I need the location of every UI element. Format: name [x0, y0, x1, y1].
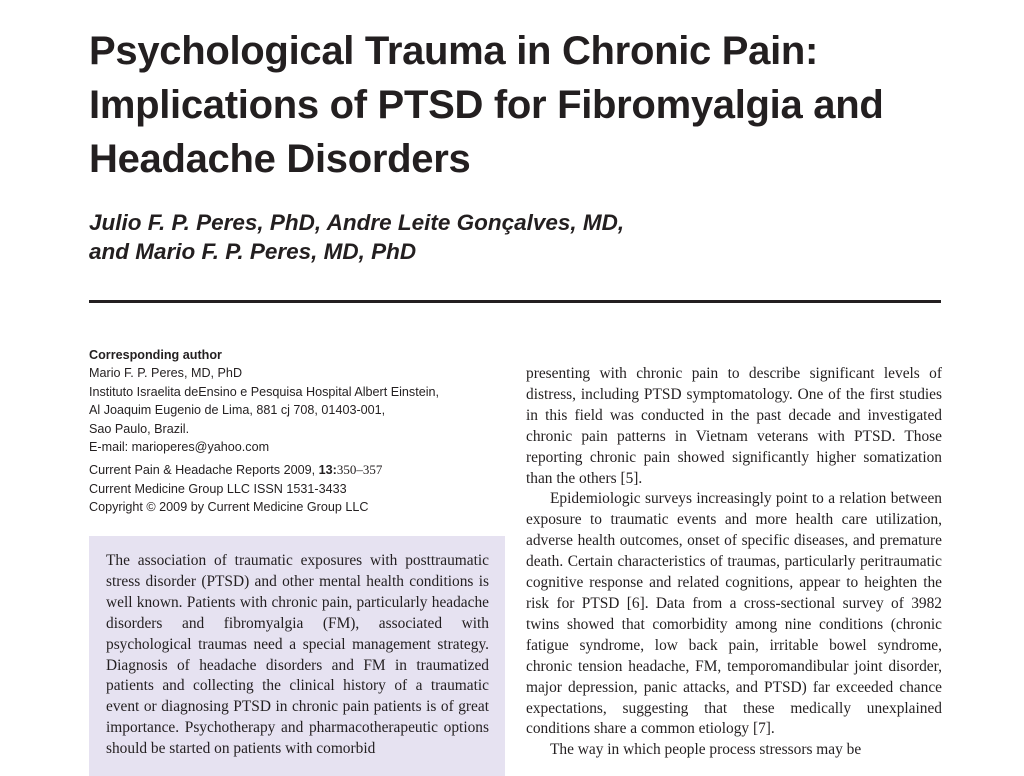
journal-volume: 13: [318, 463, 337, 478]
correspondence-address: Al Joaquim Eugenio de Lima, 881 cj 708, 01403-001, [89, 403, 386, 418]
abstract-box [89, 536, 505, 776]
author-line: and Mario F. P. Peres, MD, PhD [89, 239, 417, 264]
body-paragraph: The way in which people process stressors may be [550, 741, 862, 759]
journal-pages: 350–357 [336, 462, 383, 478]
body-paragraph: presenting with chronic pain to describe significant levels of distress, including PTSD symptomatology. One of the first studies in this field was conducted in the past decade and investigated chronic pain patterns in Vietnam veterans with PTSD. Those reporting chronic pain showed significantly higher somatization than the others [5]. [526, 365, 942, 487]
abstract-text: The association of traumatic exposures with posttraumatic stress disorder (PTSD) and other mental health conditions is well known. Patients with chronic pain, particularly headache disorders and fibromyalgia (FM), associated with psychological traumas need a special management strategy. Diagnosis of headache disorders and FM in traumatized patients and collecting the clinical history of a traumatic event or diagnosing PTSD in chronic pain patients is of great importance. Psychotherapy and pharmacotherapeutic options should be started on patients with comorbid [106, 552, 489, 758]
citation-line [89, 461, 509, 479]
correspondence-email: E-mail: marioperes@yahoo.com [89, 440, 270, 455]
correspondence-name: Mario F. P. Peres, MD, PhD [89, 366, 243, 381]
correspondence-institution: Instituto Israelita deEnsino e Pesquisa Hospital Albert Einstein, [89, 384, 440, 399]
publisher-issn: Current Medicine Group LLC ISSN 1531-3433 [89, 481, 347, 496]
correspondence-city: Sao Paulo, Brazil. [89, 421, 190, 436]
correspondence-heading: Corresponding author [89, 348, 222, 362]
copyright-line: Copyright © 2009 by Current Medicine Group LLC [89, 500, 369, 515]
title-divider [89, 300, 941, 303]
journal-name: Current Pain & Headache Reports [89, 463, 281, 478]
body-column [526, 364, 942, 761]
journal-year: 2009, [283, 463, 316, 478]
author-line: Julio F. P. Peres, PhD, Andre Leite Gonçalves, MD, [89, 210, 625, 235]
correspondence-block [89, 346, 509, 517]
author-list [89, 208, 969, 266]
body-paragraph: Epidemiologic surveys increasingly point to a relation between exposure to traumatic events and more health care utilization, adverse health outcomes, onset of specific diseases, and premature death. Certain characteristics of traumas, particularly peritraumatic cognitive response and related cognitions, appear to heighten the risk for PTSD [6]. Data from a cross-sectional survey of 3982 twins showed that comorbidity among nine conditions (chronic fatigue syndrome, low back pain, irritable bowel syndrome, chronic tension headache, FM, temporomandibular joint disorder, major depression, panic attacks, and PTSD) far exceeded chance expectations, suggesting that these medically unexplained conditions share a common etiology [7]. [526, 490, 942, 738]
article-title: Psychological Trauma in Chronic Pain: Implications of PTSD for Fibromyalgia and Headache Disorders [89, 29, 884, 181]
